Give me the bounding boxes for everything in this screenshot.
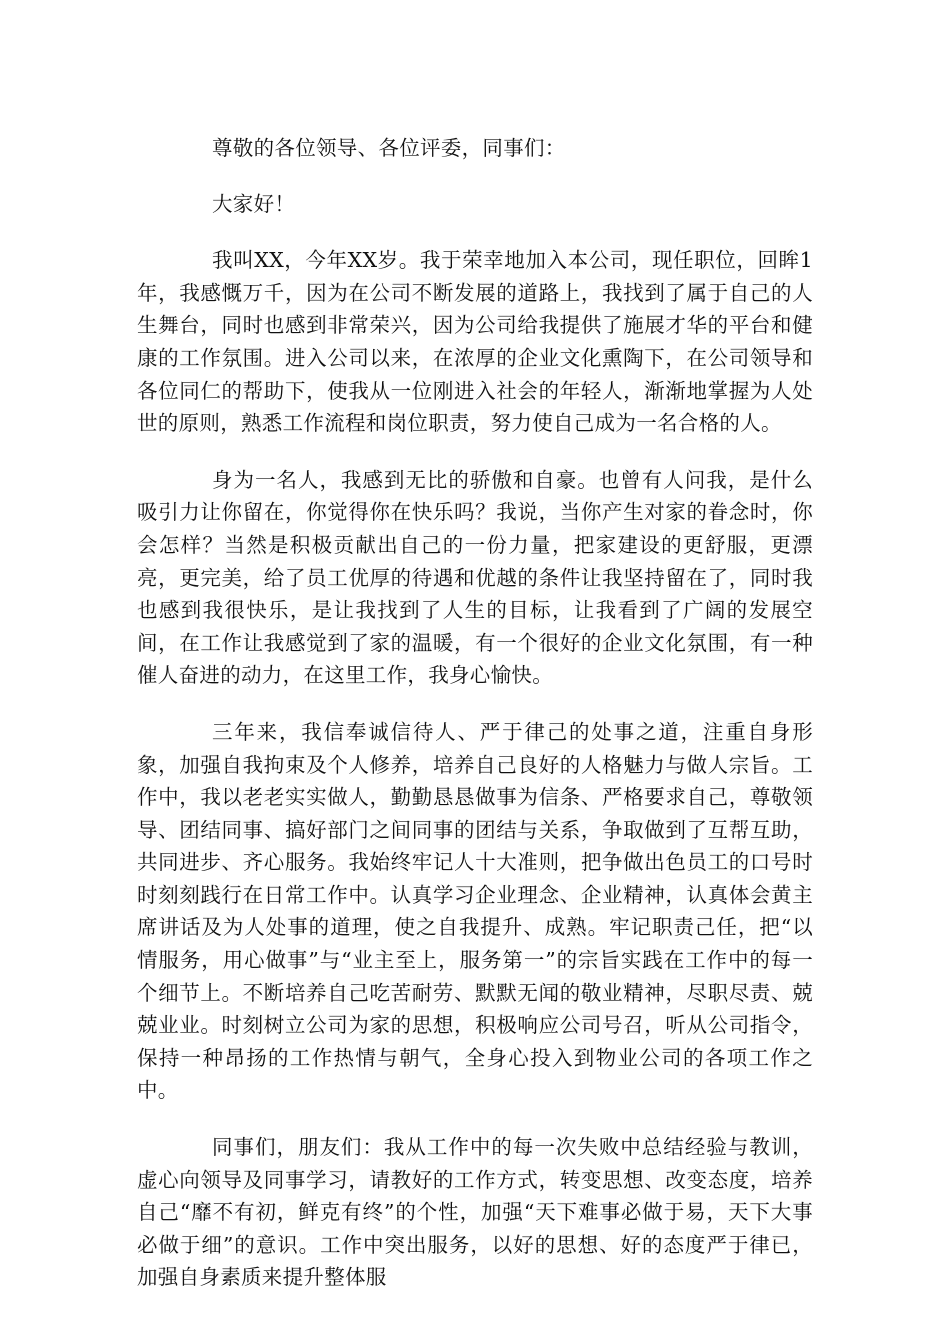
paragraph-pride: 身为一名人，我感到无比的骄傲和自豪。也曾有人问我，是什么吸引力让你留在，你觉得你在快乐吗？我说，当你产生对家的眷念时，你会怎样？当然是积极贡献出自己的一份力量，把家建设的更舒服，更漂亮，更完美，给了员工优厚的待遇和优越的条件让我坚持留在了，同时我也感到我很快乐，是让我找到了人生的目标，让我看到了广阔的发展空间，在工作让我感觉到了家的温暖，有一个很好的企业文化氛围，有一种催人奋进的动力，在这里工作，我身心愉快。 xyxy=(137,467,813,688)
paragraph-colleagues: 同事们，朋友们：我从工作中的每一次失败中总结经验与教训，虚心向领导及同事学习，请教好的工作方式，转变思想、改变态度，培养自己“靡不有初，鲜克有终”的个性，加强“天下难事必做于易，天下大事必做于细”的意识。工作中突出服务，以好的思想、好的态度严于律已，加强自身素质来提升整体服 xyxy=(137,1135,813,1290)
salutation: 尊敬的各位领导、各位评委，同事们： xyxy=(212,136,566,160)
paragraph-three-years: 三年来，我信奉诚信待人、严于律己的处事之道，注重自身形象，加强自我拘束及个人修养，培养自己良好的人格魅力与做人宗旨。工作中，我以老老实实做人，勤勤恳恳做事为信条、严格要求自己，尊敬领导、团结同事、搞好部门之间同事的团结与关系，争取做到了互帮互助，共同进步、齐心服务。我始终牢记人十大准则，把争做出色员工的口号时时刻刻践行在日常工作中。认真学习企业理念、企业精神，认真体会黄主席讲话及为人处事的道理，使之自我提升、成熟。牢记职责己任，把“以情服务，用心做事”与“业主至上，服务第一”的宗旨实践在工作中的每一个细节上。不断培养自己吃苦耐劳、默默无闻的敬业精神，尽职尽责、兢兢业业。时刻树立公司为家的思想，积极响应公司号召，听从公司指令，保持一种昂扬的工作热情与朝气，全身心投入到物业公司的各项工作之中。 xyxy=(137,719,813,1103)
document-body xyxy=(137,132,813,1294)
greeting: 大家好！ xyxy=(212,191,296,216)
paragraph-introduction: 我叫XX，今年XX岁。我于荣幸地加入本公司，现任职位，回眸1年，我感慨万千，因为在公司不断发展的道路上，我找到了属于自己的人生舞台，同时也感到非常荣兴，因为公司给我提供了施展才华的平台和健康的工作氛围。进入公司以来，在浓厚的企业文化熏陶下，在公司领导和各位同仁的帮助下，使我从一位刚进入社会的年轻人，渐渐地掌握为人处世的原则，熟悉工作流程和岗位职责，努力使自己成为一名合格的人。 xyxy=(137,248,813,436)
